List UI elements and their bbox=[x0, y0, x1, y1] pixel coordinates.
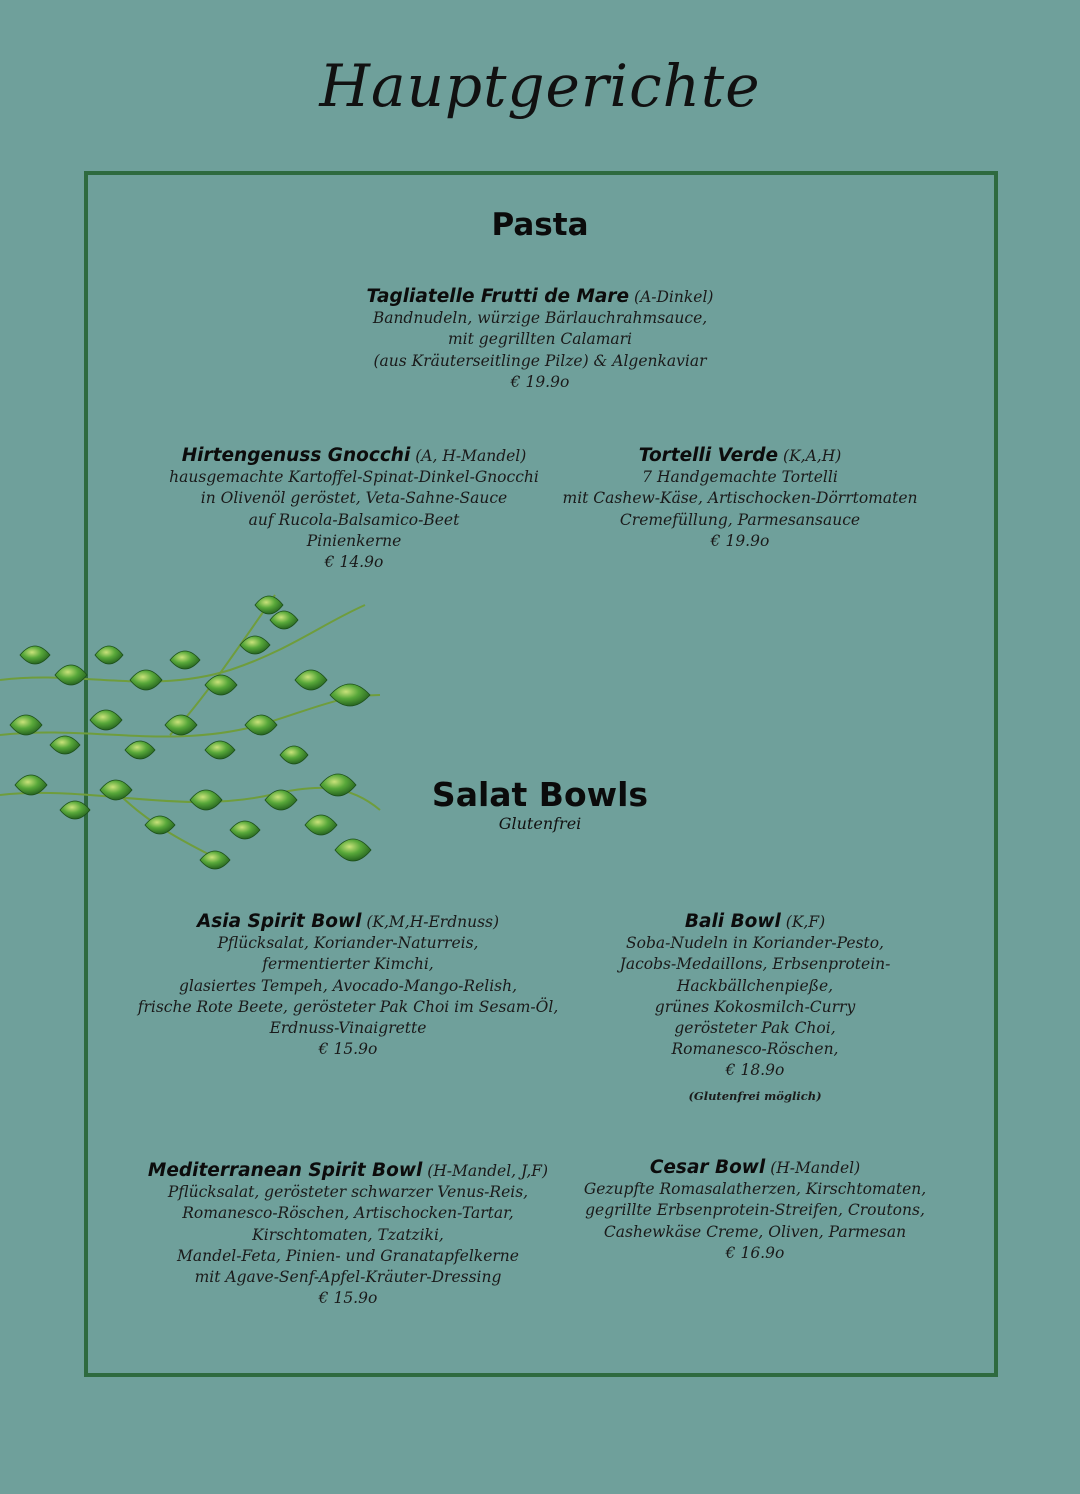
dish-description: Cashewkäse Creme, Oliven, Parmesan bbox=[603, 1222, 907, 1241]
page-title: Hauptgerichte bbox=[319, 52, 761, 120]
dish-description: Pflücksalat, gerösteter schwarzer Venus-Reis, bbox=[167, 1183, 529, 1202]
dish-allergens: (A, H-Mandel) bbox=[415, 447, 527, 465]
dish-description: Romanesco-Röschen, Artischocken-Tartar, bbox=[182, 1204, 514, 1223]
dish-description: Mandel-Feta, Pinien- und Granatapfelkerne bbox=[177, 1246, 519, 1265]
dish-note: (Glutenfrei möglich) bbox=[688, 1088, 822, 1103]
dish-description: mit gegrillten Calamari bbox=[447, 330, 633, 349]
dish-description: Kirschtomaten, Tzatziki, bbox=[252, 1225, 444, 1244]
dish-price: € 19.9o bbox=[510, 372, 570, 391]
dish-name: Hirtengenuss Gnocchi bbox=[181, 445, 411, 466]
section-subtitle: Glutenfrei bbox=[498, 814, 582, 833]
dish-allergens: (A-Dinkel) bbox=[634, 288, 714, 306]
dish-price: € 16.9o bbox=[725, 1243, 785, 1262]
dish-description: Gezupfte Romasalatherzen, Kirschtomaten, bbox=[583, 1180, 927, 1199]
dish-description: auf Rucola-Balsamico-Beet bbox=[248, 510, 460, 529]
dish-allergens: (K,M,H-Erdnuss) bbox=[366, 913, 500, 931]
dish-allergens: (H-Mandel) bbox=[770, 1159, 861, 1177]
dish-name: Mediterranean Spirit Bowl bbox=[147, 1160, 423, 1181]
dish-name: Tagliatelle Frutti de Mare bbox=[366, 286, 630, 307]
dish-allergens: (H-Mandel, J,F) bbox=[427, 1162, 549, 1180]
dish-mediterranean-spirit-bowl bbox=[128, 1160, 568, 1309]
dish-cesar-bowl bbox=[555, 1157, 955, 1264]
dish-description: Pinienkerne bbox=[306, 531, 402, 550]
dish-description: Erdnuss-Vinaigrette bbox=[269, 1019, 427, 1038]
dish-description: glasiertes Tempeh, Avocado-Mango-Relish, bbox=[178, 976, 518, 995]
dish-gnocchi bbox=[140, 445, 568, 573]
dish-name: Cesar Bowl bbox=[649, 1157, 766, 1178]
dish-description: grünes Kokosmilch-Curry bbox=[654, 997, 856, 1016]
dish-price: € 19.9o bbox=[710, 531, 770, 550]
dish-allergens: (K,F) bbox=[785, 913, 826, 931]
dish-name: Bali Bowl bbox=[684, 911, 781, 932]
dish-description: gegrillte Erbsenprotein-Streifen, Croutons, bbox=[585, 1201, 925, 1220]
dish-description: Pflücksalat, Koriander-Naturreis, bbox=[217, 934, 479, 953]
dish-description: Jacobs-Medaillons, Erbsenprotein-Hackbällchenpieße, bbox=[619, 955, 891, 995]
dish-description: mit Agave-Senf-Apfel-Kräuter-Dressing bbox=[194, 1268, 502, 1287]
dish-description: Soba-Nudeln in Koriander-Pesto, bbox=[626, 934, 884, 953]
dish-description: frische Rote Beete, gerösteter Pak Choi im Sesam-Öl, bbox=[137, 997, 559, 1016]
dish-price: € 15.9o bbox=[318, 1040, 378, 1059]
plant-decoration-icon bbox=[0, 585, 390, 890]
dish-price: € 18.9o bbox=[725, 1061, 785, 1080]
dish-price: € 14.9o bbox=[324, 553, 384, 572]
section-title-pasta: Pasta bbox=[491, 207, 589, 243]
dish-description: in Olivenöl geröstet, Veta-Sahne-Sauce bbox=[200, 489, 508, 508]
dish-description: Romanesco-Röschen, bbox=[671, 1040, 839, 1059]
dish-description: 7 Handgemachte Tortelli bbox=[642, 468, 838, 487]
dish-price: € 15.9o bbox=[318, 1289, 378, 1308]
dish-tagliatelle bbox=[290, 286, 790, 393]
dish-description: hausgemachte Kartoffel-Spinat-Dinkel-Gnocchi bbox=[169, 468, 539, 487]
dish-asia-spirit-bowl bbox=[128, 911, 568, 1060]
dish-description: (aus Kräuterseitlinge Pilze) & Algenkaviar bbox=[373, 351, 707, 370]
dish-description: mit Cashew-Käse, Artischocken-Dörrtomaten bbox=[562, 489, 918, 508]
dish-description: Cremefüllung, Parmesansauce bbox=[619, 510, 861, 529]
dish-bali-bowl bbox=[545, 911, 965, 1107]
dish-description: fermentierter Kimchi, bbox=[262, 955, 434, 974]
dish-name: Asia Spirit Bowl bbox=[196, 911, 362, 932]
dish-name: Tortelli Verde bbox=[638, 445, 779, 466]
section-title-salat-bowls: Salat Bowls bbox=[431, 775, 649, 814]
dish-tortelli bbox=[540, 445, 940, 552]
dish-allergens: (K,A,H) bbox=[783, 447, 842, 465]
dish-description: Bandnudeln, würzige Bärlauchrahmsauce, bbox=[372, 309, 708, 328]
dish-description: gerösteter Pak Choi, bbox=[674, 1019, 836, 1038]
